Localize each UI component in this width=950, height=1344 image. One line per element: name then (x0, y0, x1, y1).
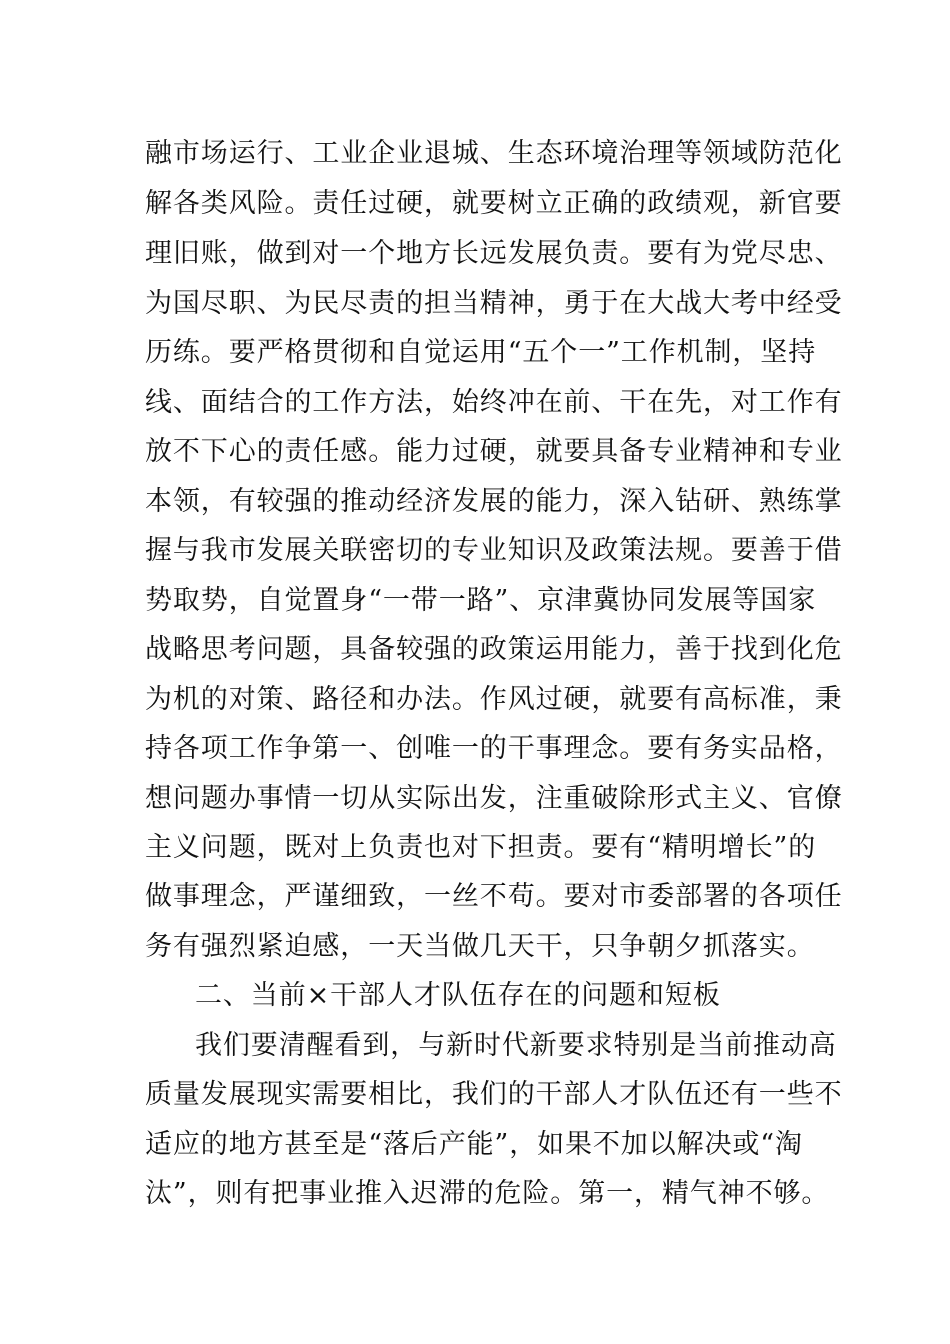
text-line: 势取势，自觉置身“一带一路”、京津冀协同发展等国家 (145, 585, 817, 616)
text-line: 融市场运行、工业企业退城、生态环境治理等领域防范化 (145, 138, 843, 169)
text-line: 为机的对策、路径和办法。作风过硬，就要有高标准，秉 (145, 684, 843, 715)
section-heading: 二、当前×干部人才队伍存在的问题和短板 (195, 980, 721, 1011)
text-line: 战略思考问题，具备较强的政策运用能力，善于找到化危 (145, 634, 843, 665)
text-line: 放不下心的责任感。能力过硬，就要具备专业精神和专业 (145, 436, 843, 467)
text-line: 主义问题，既对上负责也对下担责。要有“精明增长”的 (145, 832, 817, 863)
text-line: 适应的地方甚至是“落后产能”，如果不加以解决或“淘 (145, 1129, 803, 1160)
text-line: 质量发展现实需要相比，我们的干部人才队伍还有一些不 (145, 1079, 843, 1110)
text-line: 做事理念，严谨细致，一丝不苟。要对市委部署的各项任 (145, 881, 843, 912)
text-line: 历练。要严格贯彻和自觉运用“五个一”工作机制，坚持 (145, 337, 817, 368)
text-line: 为国尽职、为民尽责的担当精神，勇于在大战大考中经受 (145, 288, 843, 319)
text-line: 本领，有较强的推动经济发展的能力，深入钻研、熟练掌 (145, 486, 843, 517)
text-line: 线、面结合的工作方法，始终冲在前、干在先，对工作有 (145, 387, 843, 418)
text-line: 想问题办事情一切从实际出发，注重破除形式主义、官僚 (145, 783, 843, 814)
text-line: 务有强烈紧迫感，一天当做几天干，只争朝夕抓落实。 (145, 931, 815, 962)
text-line: 握与我市发展关联密切的专业知识及政策法规。要善于借 (145, 535, 843, 566)
text-line: 解各类风险。责任过硬，就要树立正确的政绩观，新官要 (145, 188, 843, 219)
text-line: 汰”，则有把事业推入迟滞的危险。第一，精气神不够。 (145, 1178, 830, 1209)
paragraph-first-line: 我们要清醒看到，与新时代新要求特别是当前推动高 (195, 1030, 837, 1061)
text-line: 理旧账，做到对一个地方长远发展负责。要有为党尽忠、 (145, 238, 843, 269)
text-line: 持各项工作争第一、创唯一的干事理念。要有务实品格， (145, 733, 843, 764)
